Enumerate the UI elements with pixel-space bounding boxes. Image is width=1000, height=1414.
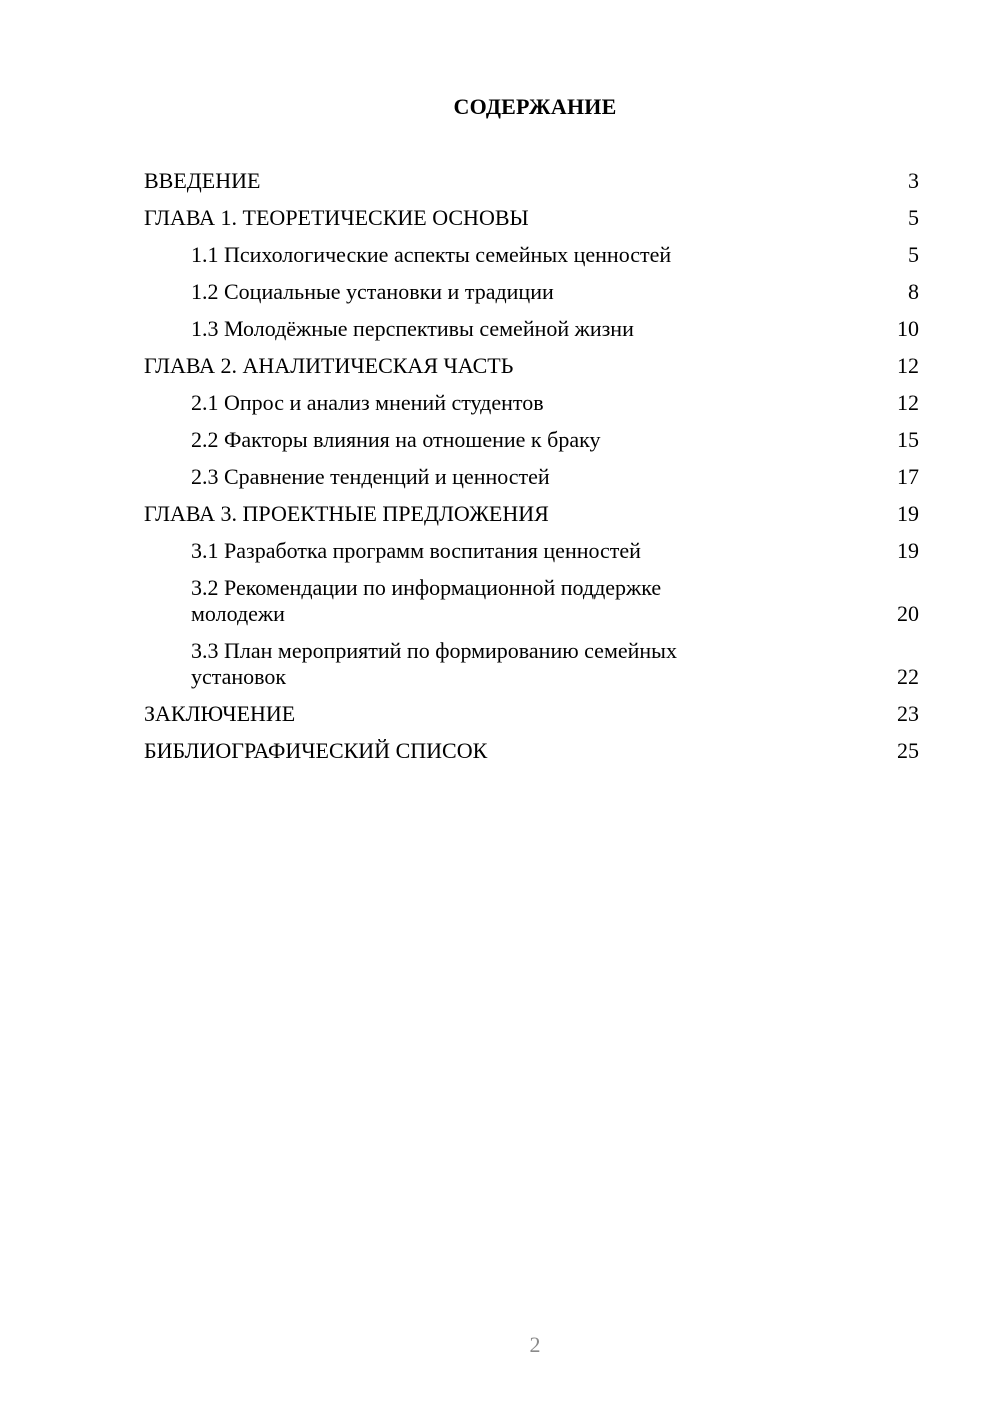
toc-entry-label: ГЛАВА 3. ПРОЕКТНЫЕ ПРЕДЛОЖЕНИЯ <box>144 501 549 526</box>
toc-entry-page: 5 <box>908 242 919 267</box>
page-number: 2 <box>529 1332 541 1357</box>
toc-entry-label: БИБЛИОГРАФИЧЕСКИЙ СПИСОК <box>144 738 488 763</box>
toc-entry-section-1-1[interactable] <box>144 242 919 268</box>
toc-entry-page: 19 <box>897 501 919 526</box>
toc-entry-label: 3.2 Рекомендации по информационной поддержке молодежи <box>191 575 662 626</box>
toc-entry-section-2-2[interactable] <box>144 427 919 453</box>
toc-entry-page: 19 <box>897 538 919 563</box>
toc-entry-page: 3 <box>908 168 919 193</box>
toc-entry-page: 12 <box>897 390 919 415</box>
toc-entry-page: 8 <box>908 279 919 304</box>
toc-entry-page: 23 <box>897 701 919 726</box>
toc-entry-section-2-1[interactable] <box>144 390 919 416</box>
toc-entry-label: ГЛАВА 2. АНАЛИТИЧЕСКАЯ ЧАСТЬ <box>144 353 514 378</box>
toc-entry-label: 3.3 План мероприятий по формированию семейных установок <box>191 638 677 689</box>
toc-entry-page: 15 <box>897 427 919 452</box>
toc-entry-label: 2.3 Сравнение тенденций и ценностей <box>191 464 550 489</box>
toc-entry-page: 20 <box>897 601 919 626</box>
toc-entry-section-3-2[interactable] <box>144 575 919 627</box>
toc-entry-conclusion[interactable] <box>144 701 919 727</box>
toc-entry-section-1-3[interactable] <box>144 316 919 342</box>
toc-title: СОДЕРЖАНИЕ <box>453 94 617 119</box>
toc-entry-label: ЗАКЛЮЧЕНИЕ <box>144 701 296 726</box>
toc-entry-label: 2.2 Факторы влияния на отношение к браку <box>191 427 601 452</box>
toc-entry-page: 22 <box>897 664 919 689</box>
toc-entry-section-3-1[interactable] <box>144 538 919 564</box>
toc-entry-section-1-2[interactable] <box>144 279 919 305</box>
toc-entry-section-3-3[interactable] <box>144 638 919 690</box>
toc-entry-page: 5 <box>908 205 919 230</box>
toc-entry-label: 2.1 Опрос и анализ мнений студентов <box>191 390 544 415</box>
toc-entry-chapter-3[interactable] <box>144 501 919 527</box>
toc-entry-label: 1.3 Молодёжные перспективы семейной жизни <box>191 316 634 341</box>
toc-entry-chapter-1[interactable] <box>144 205 919 231</box>
toc-entry-section-2-3[interactable] <box>144 464 919 490</box>
toc-entry-page: 17 <box>897 464 919 489</box>
toc-entry-page: 10 <box>897 316 919 341</box>
toc-entry-label: 3.1 Разработка программ воспитания ценностей <box>191 538 641 563</box>
toc-entry-page: 12 <box>897 353 919 378</box>
toc-entry-label: ВВЕДЕНИЕ <box>144 168 261 193</box>
toc-entry-label: 1.2 Социальные установки и традиции <box>191 279 554 304</box>
toc-entry-bibliography[interactable] <box>144 738 919 764</box>
table-of-contents <box>144 168 919 775</box>
toc-entry-label: 1.1 Психологические аспекты семейных ценностей <box>191 242 672 267</box>
toc-entry-introduction[interactable] <box>144 168 919 194</box>
toc-entry-chapter-2[interactable] <box>144 353 919 379</box>
toc-entry-label: ГЛАВА 1. ТЕОРЕТИЧЕСКИЕ ОСНОВЫ <box>144 205 529 230</box>
toc-entry-page: 25 <box>897 738 919 763</box>
